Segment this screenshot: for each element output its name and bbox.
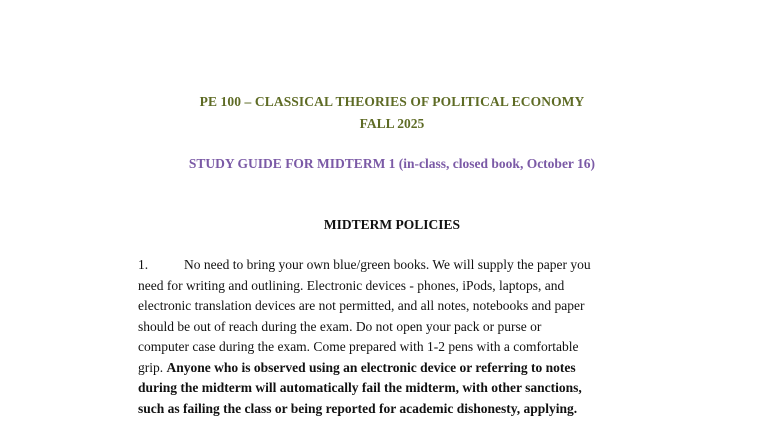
term-label: FALL 2025	[359, 116, 425, 131]
course-title: PE 100 – CLASSICAL THEORIES OF POLITICAL ECONOMY	[199, 94, 585, 109]
paragraph-line-bold: during the midterm will automatically fail the midterm, with other sanctions,	[138, 380, 582, 395]
policy-number: 1.	[138, 257, 149, 272]
paragraph-line	[138, 255, 698, 276]
paragraph-text: No need to bring your own blue/green books. We will supply the paper you	[184, 257, 591, 272]
paragraph-text-bold: Anyone who is observed using an electronic device or referring to notes	[166, 359, 576, 375]
policy-paragraph-1	[138, 255, 698, 419]
paragraph-line: electronic translation devices are not permitted, and all notes, notebooks and paper	[138, 298, 585, 313]
paragraph-text: grip.	[138, 359, 167, 375]
paragraph-line: computer case during the exam. Come prepared with 1-2 pens with a comfortable	[138, 339, 579, 354]
paragraph-line	[138, 358, 698, 379]
paragraph-line-bold: such as failing the class or being reported for academic dishonesty, applying.	[138, 400, 578, 416]
study-guide-title: STUDY GUIDE FOR MIDTERM 1 (in-class, closed book, October 16)	[188, 156, 596, 171]
policies-heading: MIDTERM POLICIES	[323, 217, 461, 232]
paragraph-line: need for writing and outlining. Electronic devices - phones, iPods, laptops, and	[138, 277, 565, 293]
paragraph-line: should be out of reach during the exam. Do not open your pack or purse or	[138, 318, 542, 334]
